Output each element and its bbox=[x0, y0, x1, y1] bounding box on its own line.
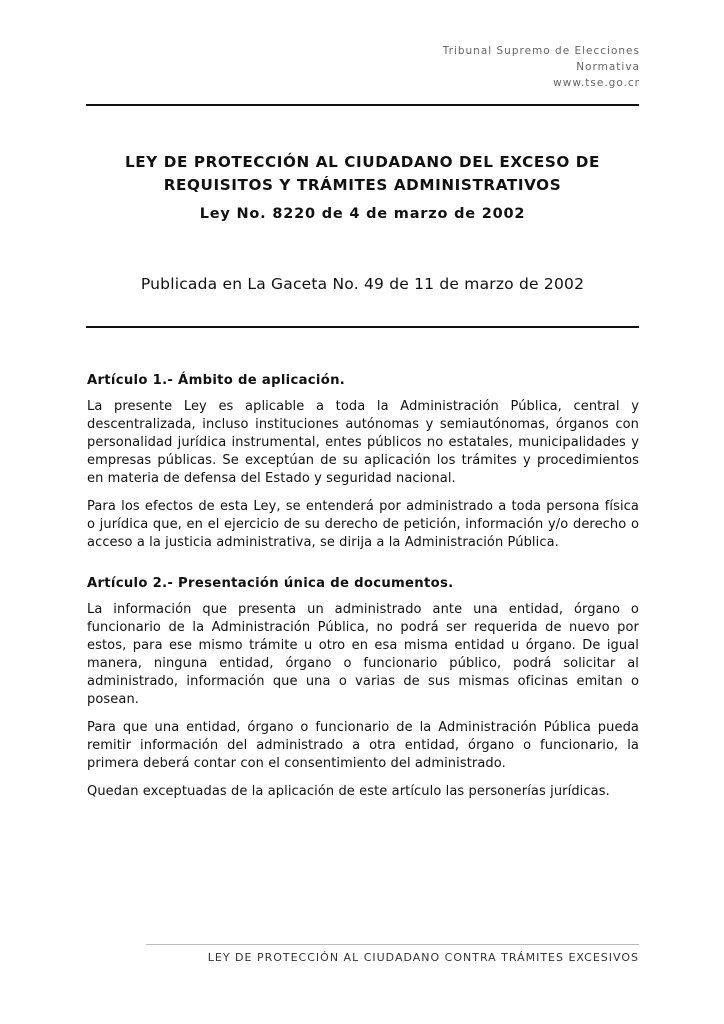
article-paragraph: Quedan exceptuadas de la aplicación de este artículo las personerías jurídicas. bbox=[87, 784, 610, 799]
document-title-line-1: LEY DE PROTECCIÓN AL CIUDADANO DEL EXCESO DE bbox=[125, 153, 600, 171]
document-title-block bbox=[86, 151, 639, 222]
header-website: www.tse.go.cr bbox=[553, 77, 640, 89]
article-heading: Artículo 2.- Presentación única de documentos. bbox=[87, 576, 454, 591]
page-footer: LEY DE PROTECCIÓN AL CIUDADANO CONTRA TRÁMITES EXCESIVOS bbox=[207, 951, 639, 964]
footer-divider bbox=[146, 944, 639, 945]
document-body bbox=[87, 373, 639, 811]
article-2 bbox=[87, 576, 639, 801]
header-section: Normativa bbox=[576, 61, 640, 73]
article-paragraph: La presente Ley es aplicable a toda la Administración Pública, central y descentralizada, incluso instituciones autónomas y semiautónomas, órganos con personalidad jurídica instrumental, entes públicos no estatales, municipalidades y empresas públicas. Se exceptúan de su aplicación los trámites y procedimientos en materia de defensa del Estado y seguridad nacional. bbox=[87, 399, 639, 486]
article-1 bbox=[87, 373, 639, 552]
article-paragraph: Para los efectos de esta Ley, se entenderá por administrado a toda persona física o jurídica que, en el ejercicio de su derecho de petición, información y/o derecho o acceso a la justicia administrativa, se dirija a la Administración Pública. bbox=[87, 499, 639, 550]
article-heading: Artículo 1.- Ámbito de aplicación. bbox=[87, 373, 346, 388]
article-paragraph: Para que una entidad, órgano o funcionario de la Administración Pública pueda remitir información del administrado a otra entidad, órgano o funcionario, la primera deberá contar con el consentimiento del administrado. bbox=[87, 720, 639, 771]
document-title-line-2: REQUISITOS Y TRÁMITES ADMINISTRATIVOS bbox=[163, 176, 562, 194]
page-header bbox=[443, 43, 640, 91]
title-divider bbox=[86, 326, 639, 328]
header-organization: Tribunal Supremo de Elecciones bbox=[442, 45, 640, 57]
top-divider bbox=[86, 104, 639, 106]
gazette-publication: Publicada en La Gaceta No. 49 de 11 de marzo de 2002 bbox=[140, 275, 585, 293]
law-number: Ley No. 8220 de 4 de marzo de 2002 bbox=[199, 206, 526, 222]
article-paragraph: La información que presenta un administrado ante una entidad, órgano o funcionario de la Administración Pública, no podrá ser requerida de nuevo por estos, para ese mismo trámite u otro en esa misma entidad u órgano. De igual manera, ninguna entidad, órgano o funcionario público, podrá solicitar al administrado, información que una o varias de sus mismas oficinas emitan o posean. bbox=[87, 602, 639, 707]
